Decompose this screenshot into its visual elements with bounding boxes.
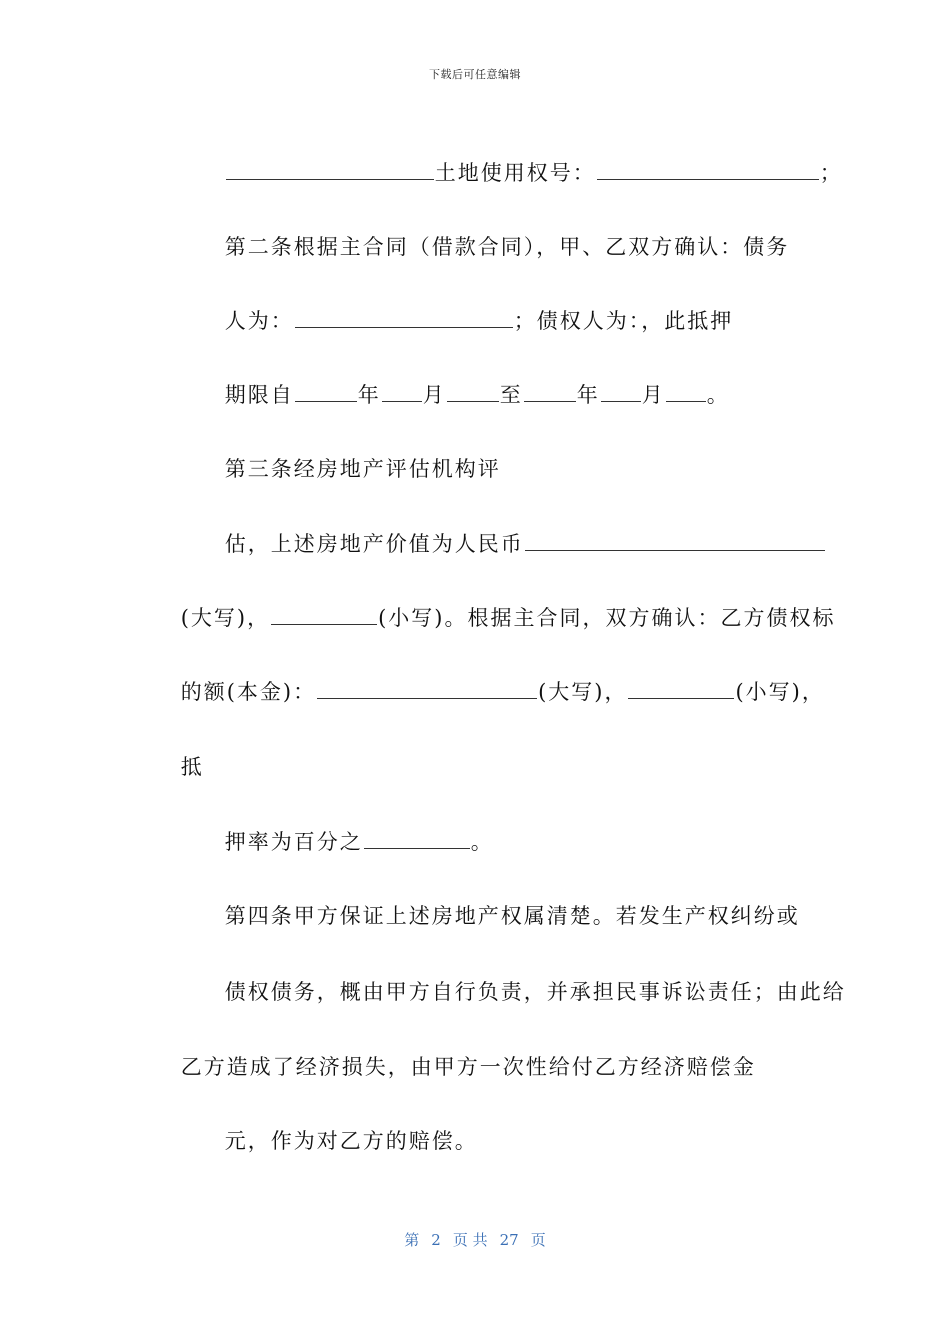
line-text: (大写)， <box>180 606 271 630</box>
blank-field <box>666 383 706 402</box>
blank-field <box>525 532 825 551</box>
line-text: 人为： <box>224 309 294 333</box>
blank-field <box>524 383 576 402</box>
blank-field <box>226 161 434 180</box>
page-header: 下载后可任意编辑 <box>429 68 521 81</box>
line-text: 押率为百分之 <box>224 830 363 854</box>
line-text: 土地使用权号： <box>434 161 596 185</box>
line-compensation-end <box>190 1105 478 1177</box>
footer-label-pages: 页 <box>530 1231 546 1249</box>
line-article-four <box>190 880 800 952</box>
line-continuation <box>146 731 204 803</box>
line-amount-capital <box>146 582 835 654</box>
blank-field <box>317 680 537 699</box>
blank-field <box>271 606 377 625</box>
footer-total-pages: 27 <box>499 1231 519 1249</box>
line-text: 的额(本金)： <box>180 680 317 704</box>
line-liability <box>190 956 846 1028</box>
line-debtor <box>190 285 733 357</box>
line-property-value <box>190 508 826 580</box>
footer-label-of: 页 共 <box>452 1231 488 1249</box>
line-text: 至 <box>499 383 523 407</box>
line-text: (大写)， <box>538 680 628 704</box>
line-article-two <box>190 211 789 283</box>
page-footer <box>0 1229 950 1250</box>
line-text: 年 <box>357 383 381 407</box>
line-compensation <box>146 1031 756 1103</box>
line-text: 。 <box>706 383 730 407</box>
line-text: (小写)。根据主合同，双方确认：乙方债权标 <box>378 606 836 630</box>
blank-field <box>295 309 513 328</box>
blank-field <box>601 383 641 402</box>
line-text: 第二条根据主合同（借款合同），甲、乙双方确认：债务 <box>224 235 790 259</box>
blank-field <box>447 383 499 402</box>
blank-field <box>364 830 470 849</box>
blank-field <box>628 680 734 699</box>
line-text: 第三条经房地产评估机构评 <box>224 457 501 481</box>
line-text: 月 <box>422 383 446 407</box>
footer-current-page: 2 <box>431 1231 441 1249</box>
line-text: 月 <box>641 383 665 407</box>
blank-field <box>597 161 819 180</box>
line-article-three <box>190 433 501 505</box>
footer-label-page: 第 <box>404 1231 420 1249</box>
line-text: 期限自 <box>224 383 294 407</box>
line-text: 乙方造成了经济损失，由甲方一次性给付乙方经济赔偿金 <box>180 1055 756 1079</box>
line-text: 抵 <box>180 755 204 779</box>
line-text: ； <box>819 161 843 185</box>
line-text: 债权债务，概由甲方自行负责，并承担民事诉讼责任；由此给 <box>224 980 846 1004</box>
line-text: 估，上述房地产价值为人民币 <box>224 532 524 556</box>
line-land-use-right-number <box>190 137 843 209</box>
blank-field <box>295 383 357 402</box>
line-principal <box>146 656 825 728</box>
line-mortgage-period <box>190 359 730 431</box>
line-text: ；债权人为：，此抵押 <box>513 309 734 333</box>
line-text: (小写)， <box>735 680 825 704</box>
line-text: 。 <box>470 830 494 854</box>
line-text: 年 <box>576 383 600 407</box>
blank-field <box>382 383 422 402</box>
line-mortgage-rate <box>190 806 494 878</box>
line-text: 第四条甲方保证上述房地产权属清楚。若发生产权纠纷或 <box>224 904 800 928</box>
line-text: 元，作为对乙方的赔偿。 <box>224 1129 478 1153</box>
